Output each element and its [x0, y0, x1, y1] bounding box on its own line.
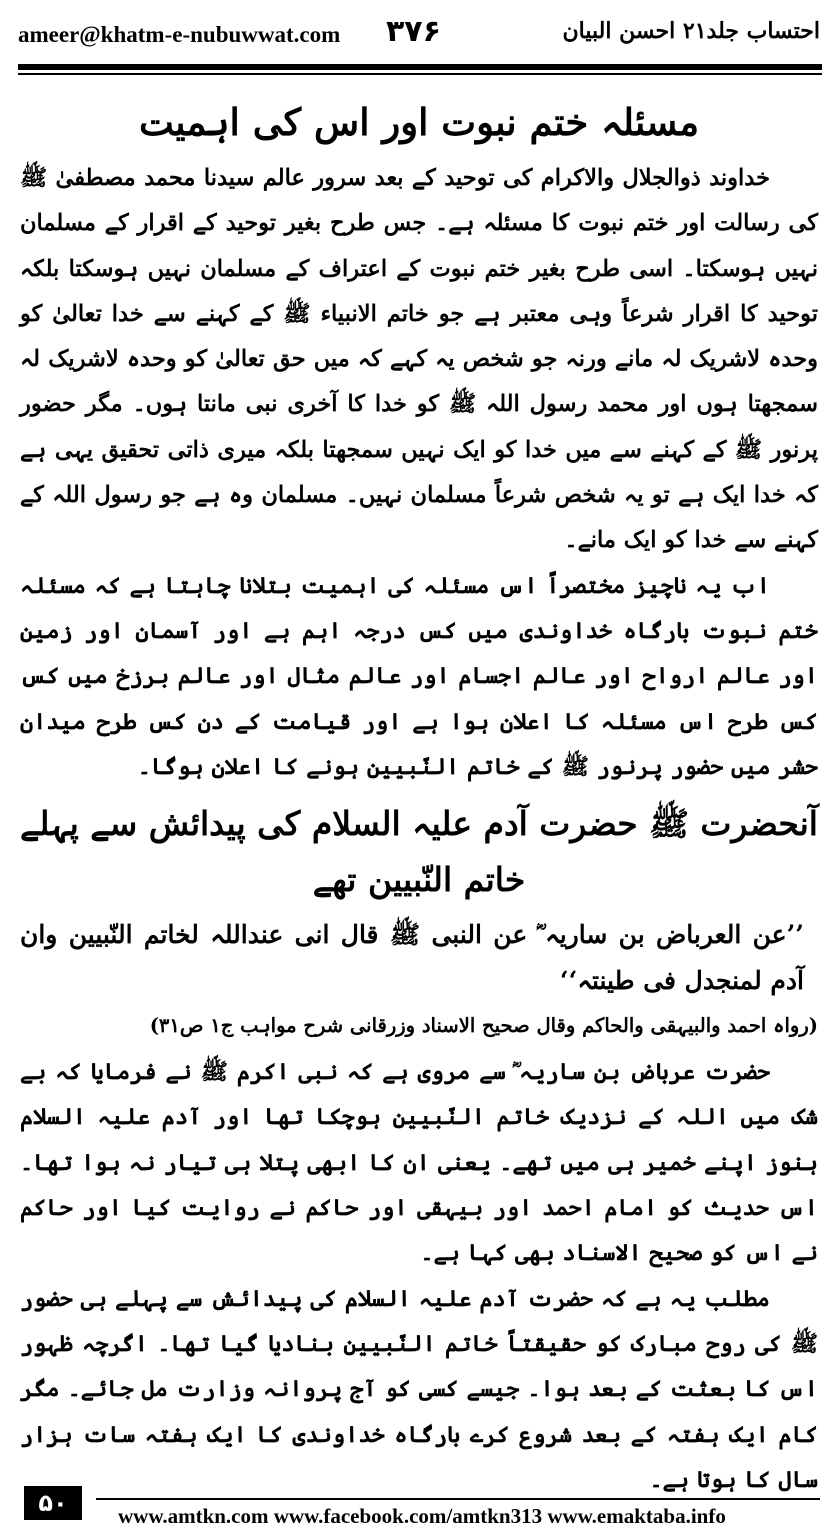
email-address[interactable]: ameer@khatm-e-nubuwwat.com	[18, 22, 341, 47]
subheading: آنحضرت ﷺ حضرت آدم علیہ السلام کی پیدائش سے پہلے خاتم النّبیین تھے	[20, 804, 818, 900]
paragraph-3: حضرت عرباض بن ساریہ ؓ سے مروی ہے کہ نبی اکرم ﷺ نے فرمایا کہ بے شک میں اللہ کے نزدیک خاتم النّبیین ہوچکا تھا اور آدم علیہ السلام ہنوز اپنے خمیر ہی میں تھے۔ یعنی ان کا ابھی پتلا ہی تیار نہ ہوا تھا۔ اس حدیث کو امام احمد اور بیہقی اور حاکم نے روایت کیا اور حاکم نے اس کو صحیح الاسناد بھی کہا ہے۔	[20, 1059, 818, 1267]
paragraph-1: خداوند ذوالجلال والاکرام کی توحید کے بعد سرور عالم سیدنا محمد مصطفیٰ ﷺ کی رسالت اور ختم نبوت کا مسئلہ ہے۔ جس طرح بغیر توحید کے اقرار کے مسلمان نہیں ہوسکتا۔ اسی طرح بغیر ختم نبوت کے اعتراف کے مسلمان نہیں ہوسکتا بلکہ توحید کا اقرار شرعاً وہی معتبر ہے جو خاتم الانبیاء ﷺ کے کہنے سے خدا تعالیٰ کو وحدہ لاشریک لہ مانے ورنہ جو شخص یہ کہے کہ میں حق تعالیٰ کو وحدہ لاشریک لہ سمجھتا ہوں اور محمد رسول اللہ ﷺ کو خدا کا آخری نبی مانتا ہوں۔ مگر حضور پرنور ﷺ کے کہنے سے میں خدا کو ایک نہیں سمجھتا بلکہ میری ذاتی تحقیق یہی ہے کہ خدا ایک ہے تو یہ شخص شرعاً مسلمان نہیں۔ مسلمان وہ ہے جو رسول اللہ کے کہنے سے خدا کو ایک مانے۔	[20, 165, 818, 554]
hadith-reference: (رواہ احمد والبیہقی والحاکم وقال صحیح الاسناد وزرقانی شرح مواہب ج۱ ص۳۱)	[149, 1014, 818, 1038]
paragraph-2: اب یہ ناچیز مختصراً اس مسئلہ کی اہمیت بتلانا چاہتا ہے کہ مسئلہ ختم نبوت بارگاہ خداوندی میں کس درجہ اہم ہے اور آسمان اور زمین اور عالم ارواح اور عالم اجسام اور عالم مثال اور عالم برزخ میں کس کس طرح اس مسئلہ کا اعلان ہوا ہے اور قیامت کے دن کس طرح میدان حشر میں حضور پرنور ﷺ کے خاتم النّبیین ہونے کا اعلان ہوگا۔	[20, 572, 818, 780]
footer-links[interactable]: www.amtkn.com www.facebook.com/amtkn313 www.emaktaba.info	[118, 1504, 726, 1528]
book-title: احتساب جلد۲۱ احسن البیان	[562, 18, 820, 44]
header-rule-thin	[18, 73, 822, 75]
section-title: مسئلہ ختم نبوت اور اس کی اہمیت	[138, 100, 700, 144]
header-rule-thick	[18, 64, 822, 70]
page-header	[0, 0, 840, 66]
footer-rule	[96, 1498, 820, 1500]
page-content	[20, 92, 818, 1503]
page-footer	[0, 1482, 840, 1540]
footer-page-number: ۵۰	[24, 1486, 82, 1520]
page-number: ۳۷۶	[386, 14, 441, 49]
paragraph-4: مطلب یہ ہے کہ حضرت آدم علیہ السلام کی پیدائش سے پہلے ہی حضور ﷺ کی روح مبارک کو حقیقتاً خاتم النّبیین بنادیا گیا تھا۔ اگرچہ ظہور اس کا بعثت کے بعد ہوا۔ جیسے کسی کو آج پروانہ وزارت مل جائے۔ مگر کام ایک ہفتہ کے بعد شروع کرے بارگاہ خداوندی کا ایک ہفتہ سات ہزار سال کا ہوتا ہے۔	[20, 1285, 818, 1493]
arabic-hadith-quote: ’’عن العرباض بن ساریہ ؓ عن النبی ﷺ قال انی عنداللہ لخاتم النّبیین وان آدم لمنجدل فی طینتہ‘‘	[20, 920, 804, 996]
